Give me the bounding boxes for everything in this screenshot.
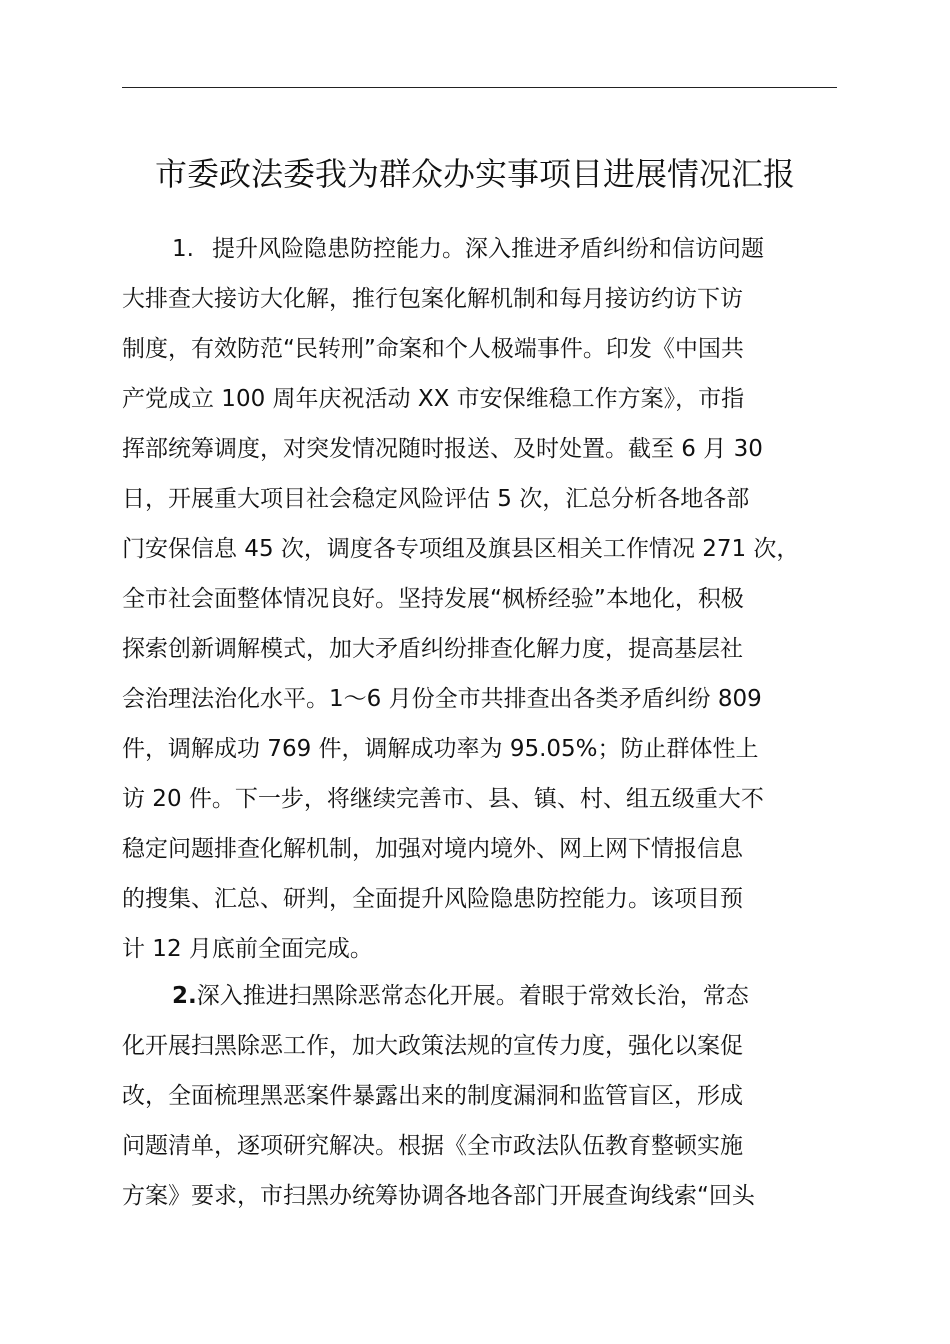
paragraph-line: 会治理法治化水平。1～6 月份全市共排查出各类矛盾纠纷 809 — [122, 686, 762, 712]
paragraph-line: 的搜集、汇总、研判，全面提升风险隐患防控能力。该项目预 — [122, 886, 743, 912]
paragraph-line: 问题清单，逐项研究解决。根据《全市政法队伍教育整顿实施 — [122, 1133, 743, 1159]
paragraph-line: 稳定问题排查化解机制，加强对境内境外、网上网下情报信息 — [122, 836, 743, 862]
paragraph-line: 产党成立 100 周年庆祝活动 XX 市安保维稳工作方案》，市指 — [122, 386, 745, 412]
paragraph-line: 大排查大接访大化解，推行包案化解机制和每月接访约访下访 — [122, 286, 743, 312]
document-title: 市委政法委我为群众办实事项目进展情况汇报 — [154, 155, 795, 193]
paragraph-number: 1. — [172, 236, 194, 262]
paragraph-line: 化开展扫黑除恶工作，加大政策法规的宣传力度，强化以案促 — [122, 1033, 743, 1059]
paragraph-2 — [122, 971, 842, 1221]
paragraph-line: 日，开展重大项目社会稳定风险评估 5 次，汇总分析各地各部 — [122, 486, 750, 512]
paragraph-line: 挥部统筹调度，对突发情况随时报送、及时处置。截至 6 月 30 — [122, 436, 763, 462]
header-rule — [122, 87, 837, 88]
paragraph-number: 2. — [172, 983, 197, 1009]
paragraph-line: 制度，有效防范“民转刑”命案和个人极端事件。印发《中国共 — [122, 336, 744, 362]
paragraph-line: 门安保信息 45 次，调度各专项组及旗县区相关工作情况 271 次， — [122, 536, 800, 562]
paragraph-line: 访 20 件。下一步，将继续完善市、县、镇、村、组五级重大不 — [122, 786, 764, 812]
paragraph-line: 计 12 月底前全面完成。 — [122, 936, 373, 962]
paragraph-line: 2.深入推进扫黑除恶常态化开展。着眼于常效长治，常态 — [172, 983, 749, 1009]
paragraph-line: 探索创新调解模式，加大矛盾纠纷排查化解力度，提高基层社 — [122, 636, 743, 662]
paragraph-line: 全市社会面整体情况良好。坚持发展“枫桥经验”本地化，积极 — [122, 586, 744, 612]
paragraph-line: 改，全面梳理黑恶案件暴露出来的制度漏洞和监管盲区，形成 — [122, 1083, 743, 1109]
paragraph-line: 1. 提升风险隐患防控能力。深入推进矛盾纠纷和信访问题 — [122, 224, 842, 274]
paragraph-1 — [122, 224, 842, 974]
paragraph-line: 件，调解成功 769 件，调解成功率为 95.05%；防止群体性上 — [122, 736, 759, 762]
paragraph-line: 方案》要求，市扫黑办统筹协调各地各部门开展查询线索“回头 — [122, 1183, 755, 1209]
